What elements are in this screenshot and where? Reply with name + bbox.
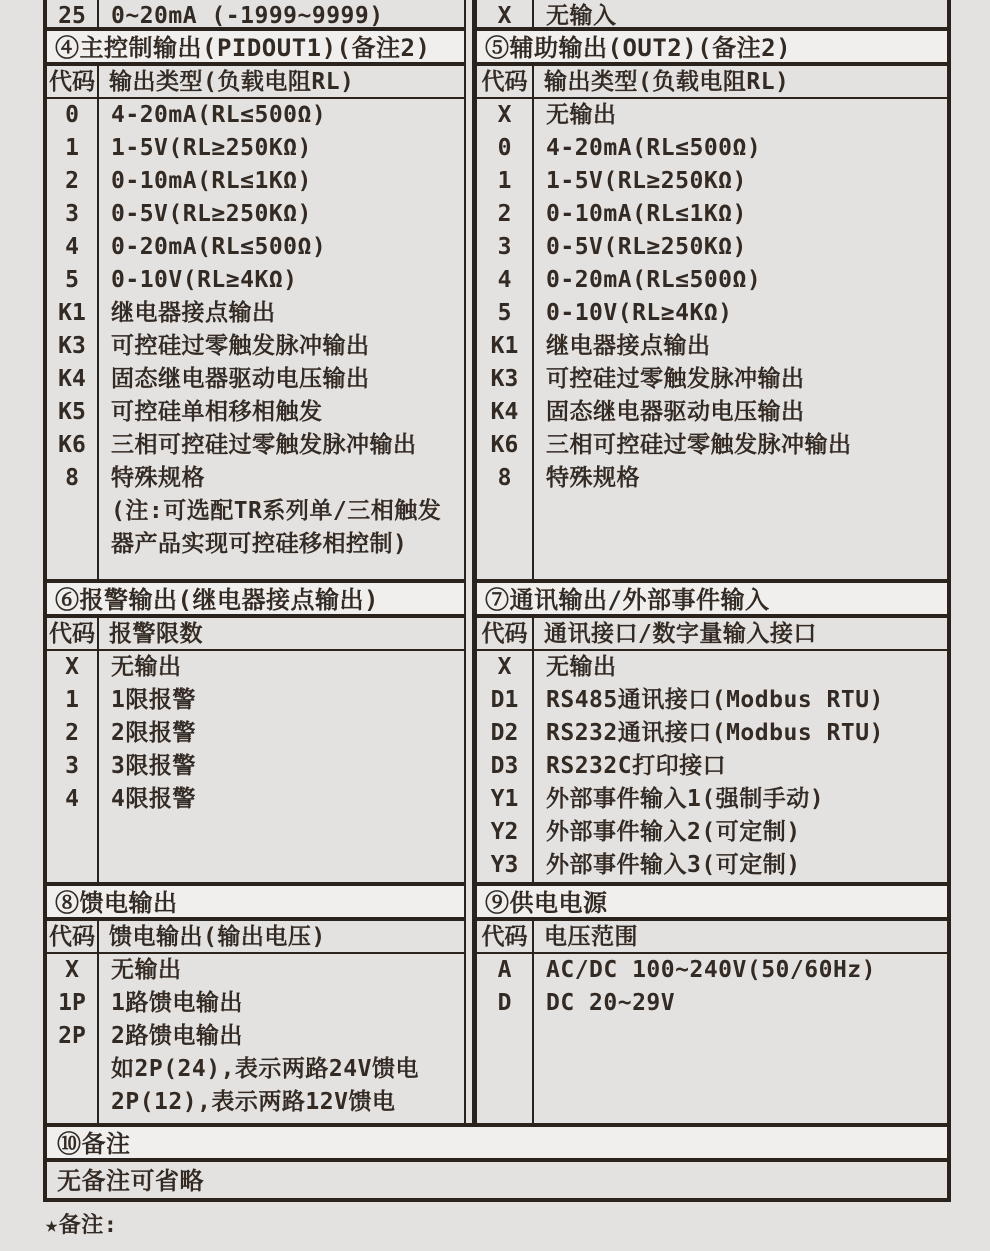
code-cell: 3: [497, 234, 512, 260]
code-cell: 0: [497, 135, 512, 161]
column-header-row: [47, 618, 464, 651]
desc-cell: (注:可选配TR系列单/三相触发: [111, 498, 442, 524]
code-cell: Y2: [490, 819, 519, 845]
section-body: [47, 954, 464, 1123]
desc-cell: 1-5V(RL≥250KΩ): [546, 168, 747, 194]
desc-cell: 可控硅过零触发脉冲输出: [546, 366, 805, 392]
desc-cell: 0~20mA (-1999~9999): [111, 3, 384, 29]
column-header-code: 代码: [477, 618, 534, 651]
desc-cell: 1限报警: [111, 687, 196, 713]
desc-cell: 继电器接点输出: [546, 333, 711, 359]
code-cell: X: [497, 3, 512, 29]
code-cell: Y3: [490, 852, 519, 878]
code-cell: 1: [65, 687, 79, 713]
column-header-row: [477, 618, 947, 651]
column-header-code: 代码: [477, 921, 534, 954]
desc-cell: DC 20~29V: [546, 990, 676, 1016]
desc-cell: 4-20mA(RL≤500Ω): [546, 135, 762, 161]
footnote-label: ★备注:: [45, 1213, 118, 1238]
code-cell: K5: [58, 399, 86, 425]
code-cell: 2: [65, 168, 79, 194]
table-row: [477, 0, 947, 31]
code-cell: 25: [58, 3, 86, 29]
desc-cell: 1路馈电输出: [111, 990, 243, 1016]
desc-cell: 无输出: [546, 102, 617, 128]
code-cell: X: [65, 957, 79, 983]
code-cell: [47, 495, 97, 528]
desc-cell: 0-10V(RL≥4KΩ): [546, 300, 733, 326]
section-title-aux-output: ⑤辅助输出(OUT2)(备注2): [477, 31, 947, 66]
desc-cell: 无输入: [546, 3, 617, 29]
code-cell: D1: [490, 687, 519, 713]
desc-cell: 固态继电器驱动电压输出: [111, 366, 370, 392]
code-cell: 8: [497, 465, 512, 491]
code-cell: K1: [490, 333, 519, 359]
code-cell: 3: [65, 753, 79, 779]
desc-cell: 0-10mA(RL≤1KΩ): [111, 168, 312, 194]
desc-cell: 器产品实现可控硅移相控制): [111, 531, 408, 557]
code-cell: X: [497, 102, 512, 128]
column-header-desc: 电压范围: [544, 924, 638, 950]
column-header-row: [477, 921, 947, 954]
code-cell: A: [497, 957, 512, 983]
desc-cell: 3限报警: [111, 753, 196, 779]
code-cell: K3: [58, 333, 86, 359]
desc-cell: 可控硅单相移相触发: [111, 399, 323, 425]
desc-cell: 无输出: [111, 654, 182, 680]
desc-cell: 2限报警: [111, 720, 196, 746]
desc-cell: 无输出: [546, 654, 617, 680]
code-cell: 8: [65, 465, 79, 491]
desc-cell: 0-20mA(RL≤500Ω): [546, 267, 762, 293]
desc-cell: 2P(12),表示两路12V馈电: [111, 1089, 396, 1115]
code-cell: 0: [65, 102, 79, 128]
section-pair-top: [43, 0, 951, 1123]
column-header-desc: 输出类型(负载电阻RL): [109, 69, 355, 95]
section-body: [477, 954, 947, 1123]
desc-cell: AC/DC 100~240V(50/60Hz): [546, 957, 876, 983]
code-cell: [47, 1086, 97, 1119]
code-cell: K1: [58, 300, 86, 326]
desc-column: [534, 99, 947, 579]
column-header-row: [47, 66, 464, 99]
section-title-main-control-output: ④主控制输出(PIDOUT1)(备注2): [47, 31, 464, 66]
code-cell: 4: [65, 234, 79, 260]
column-header-row: [477, 66, 947, 99]
desc-cell: 4限报警: [111, 786, 196, 812]
code-cell: 3: [65, 201, 79, 227]
code-cell: 4: [65, 786, 79, 812]
desc-cell: 0-20mA(RL≤500Ω): [111, 234, 327, 260]
desc-column: [99, 954, 464, 1123]
code-cell: D2: [490, 720, 519, 746]
code-cell: 1: [497, 168, 512, 194]
section-title-remark: ⑩备注: [43, 1123, 951, 1162]
section-body: [47, 99, 464, 583]
desc-column: [99, 651, 464, 882]
section-body: [47, 651, 464, 886]
column-header-desc: 输出类型(负载电阻RL): [544, 69, 790, 95]
code-cell: 2P: [58, 1023, 86, 1049]
code-column: [47, 651, 99, 882]
section-body: [477, 651, 947, 886]
code-column: [47, 954, 99, 1123]
code-cell: 5: [65, 267, 79, 293]
desc-cell: 如2P(24),表示两路24V馈电: [111, 1056, 419, 1082]
spec-table-right: [472, 0, 951, 1123]
section-title-comm-output: ⑦通讯输出/外部事件输入: [477, 583, 947, 618]
section-title-alarm-output: ⑥报警输出(继电器接点输出): [47, 583, 464, 618]
column-header-code: 代码: [47, 921, 99, 954]
desc-cell: 1-5V(RL≥250KΩ): [111, 135, 312, 161]
code-cell: 2: [65, 720, 79, 746]
code-column: [477, 99, 534, 579]
code-cell: D3: [490, 753, 519, 779]
desc-cell: 三相可控硅过零触发脉冲输出: [546, 432, 852, 458]
table-row: [47, 0, 464, 31]
desc-cell: 三相可控硅过零触发脉冲输出: [111, 432, 417, 458]
desc-column: [534, 954, 947, 1123]
code-cell: [47, 1053, 97, 1086]
desc-cell: RS232C打印接口: [546, 753, 727, 779]
desc-cell: 0-5V(RL≥250KΩ): [111, 201, 312, 227]
column-header-code: 代码: [477, 66, 534, 99]
remark-content: 无备注可省略: [43, 1162, 951, 1202]
desc-cell: 特殊规格: [111, 465, 205, 491]
code-column: [477, 954, 534, 1123]
spec-table-left: [43, 0, 466, 1123]
code-cell: X: [497, 654, 512, 680]
desc-cell: 4-20mA(RL≤500Ω): [111, 102, 327, 128]
desc-cell: 特殊规格: [546, 465, 640, 491]
code-cell: 1: [65, 135, 79, 161]
code-cell: 4: [497, 267, 512, 293]
desc-cell: 继电器接点输出: [111, 300, 276, 326]
code-cell: 2: [497, 201, 512, 227]
column-header-desc: 通讯接口/数字量输入接口: [544, 621, 817, 647]
desc-cell: 外部事件输入2(可定制): [546, 819, 801, 845]
desc-cell: 无输出: [111, 957, 182, 983]
code-cell: 1P: [58, 990, 86, 1016]
column-header-code: 代码: [47, 66, 99, 99]
desc-cell: 外部事件输入1(强制手动): [546, 786, 825, 812]
column-header-desc: 报警限数: [109, 621, 203, 647]
desc-cell: 外部事件输入3(可定制): [546, 852, 801, 878]
code-cell: K4: [490, 399, 519, 425]
desc-column: [99, 99, 464, 579]
desc-cell: 0-10mA(RL≤1KΩ): [546, 201, 747, 227]
code-cell: [47, 528, 97, 561]
desc-cell: 固态继电器驱动电压输出: [546, 399, 805, 425]
code-cell: 5: [497, 300, 512, 326]
desc-cell: RS232通讯接口(Modbus RTU): [546, 720, 884, 746]
section-body: [477, 99, 947, 583]
desc-column: [534, 651, 947, 882]
code-cell: D: [497, 990, 512, 1016]
desc-cell: 0-10V(RL≥4KΩ): [111, 267, 298, 293]
code-cell: X: [65, 654, 79, 680]
desc-cell: 0-5V(RL≥250KΩ): [546, 234, 747, 260]
section-title-feed-output: ⑧馈电输出: [47, 886, 464, 921]
desc-cell: 可控硅过零触发脉冲输出: [111, 333, 370, 359]
column-header-desc: 馈电输出(输出电压): [109, 924, 326, 950]
desc-cell: 2路馈电输出: [111, 1023, 243, 1049]
code-cell: K6: [58, 432, 86, 458]
code-cell: K3: [490, 366, 519, 392]
column-header-code: 代码: [47, 618, 99, 651]
column-header-row: [47, 921, 464, 954]
code-column: [477, 651, 534, 882]
code-cell: K4: [58, 366, 86, 392]
desc-cell: RS485通讯接口(Modbus RTU): [546, 687, 884, 713]
section-title-power-supply: ⑨供电电源: [477, 886, 947, 921]
code-cell: Y1: [490, 786, 519, 812]
code-cell: K6: [490, 432, 519, 458]
code-column: [47, 99, 99, 579]
